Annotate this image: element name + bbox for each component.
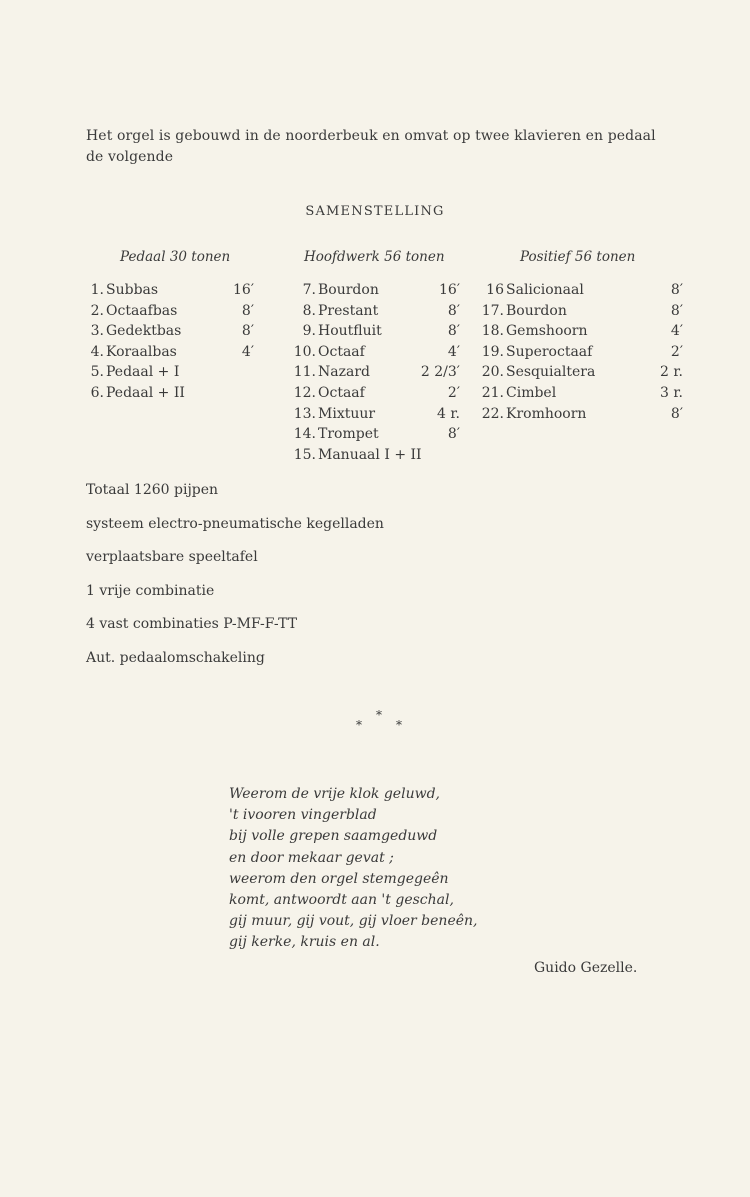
register-number: 2.: [90, 302, 104, 319]
section-heading: SAMENSTELLING: [305, 204, 445, 219]
register-number: 12.: [293, 384, 316, 401]
register-pitch: 8′: [447, 323, 460, 340]
register-name: Octaafbas: [106, 302, 178, 319]
register-name: Manuaal I + II: [318, 446, 422, 463]
register-number: 15.: [293, 446, 316, 463]
note-line: 1 vrije combinatie: [86, 582, 215, 599]
register-pitch: 8′: [241, 302, 254, 319]
note-line: verplaatsbare speeltafel: [86, 549, 258, 565]
register-column-positief: [481, 282, 683, 426]
register-name: Houtfluit: [318, 323, 382, 340]
register-pitch: 2 r.: [660, 364, 683, 381]
register-name: Salicionaal: [506, 282, 584, 298]
register-name: Sesquialtera: [506, 364, 596, 381]
register-row: [481, 364, 683, 385]
register-row: [84, 303, 254, 324]
register-row: [84, 344, 254, 365]
poem-line: en door mekaar gevat ;: [229, 849, 394, 866]
poem: [229, 784, 477, 954]
asterisk: *: [356, 718, 362, 732]
register-row: [84, 364, 254, 385]
poem-line: komt, antwoordt aan 't geschal,: [229, 892, 454, 909]
register-row: [293, 364, 460, 385]
register-pitch: 2 2/3′: [420, 364, 460, 381]
register-name: Cimbel: [506, 384, 557, 401]
register-number: 1.: [90, 282, 104, 298]
register-name: Superoctaaf: [506, 343, 593, 360]
register-pitch: 16′: [233, 282, 254, 298]
register-number: 4.: [90, 343, 104, 360]
register-number: 7.: [302, 282, 316, 298]
poem-line: gij kerke, kruis en al.: [229, 934, 380, 951]
register-number: 10.: [293, 343, 316, 360]
register-pitch: 8′: [670, 282, 683, 298]
register-pitch: 8′: [670, 302, 683, 319]
register-name: Bourdon: [506, 302, 567, 319]
register-pitch: 4 r.: [437, 405, 460, 422]
register-pitch: 4′: [447, 343, 460, 360]
asterisk: *: [396, 718, 402, 732]
note-line: systeem electro-pneumatische kegelladen: [86, 515, 384, 532]
register-pitch: 8′: [670, 405, 683, 422]
column-title-hoofdwerk: Hoofdwerk 56 tonen: [304, 249, 445, 265]
register-pitch: 2′: [447, 384, 460, 401]
register-number: 18.: [481, 323, 504, 340]
register-name: Prestant: [318, 302, 379, 319]
register-pitch: 16′: [439, 282, 460, 298]
register-number: 3.: [90, 323, 104, 340]
register-column-pedaal: [84, 282, 254, 406]
register-number: 21.: [481, 384, 504, 401]
register-name: Pedaal + II: [106, 384, 185, 401]
poem-author: Guido Gezelle.: [534, 960, 638, 976]
register-row: [296, 303, 460, 324]
register-row: [84, 323, 254, 344]
register-name: Koraalbas: [106, 343, 177, 360]
poem-line: weerom den orgel stemgegeên: [229, 870, 449, 887]
register-name: Gemshoorn: [506, 323, 588, 340]
specification-notes: [86, 482, 384, 683]
register-name: Subbas: [106, 282, 159, 298]
asterisk: *: [376, 708, 382, 722]
register-name: Trompet: [318, 426, 379, 443]
register-number: 9.: [302, 323, 316, 340]
note-line: Aut. pedaalomschakeling: [86, 649, 265, 666]
register-row: [296, 282, 460, 303]
register-row: [84, 385, 254, 406]
note-line: Totaal 1260 pijpen: [86, 482, 219, 498]
poem-line: 't ivooren vingerblad: [229, 807, 377, 824]
register-pitch: 8′: [447, 426, 460, 443]
column-title-positief: Positief 56 tonen: [520, 249, 636, 265]
register-row: [293, 405, 460, 427]
register-row: [84, 282, 254, 303]
register-number: 22.: [481, 405, 504, 422]
register-row: [293, 426, 460, 447]
register-pitch: 4′: [670, 323, 683, 340]
register-row: [481, 384, 683, 406]
register-row: [296, 323, 460, 344]
register-name: Octaaf: [318, 384, 365, 401]
register-row: [293, 446, 460, 468]
register-row: [481, 343, 683, 365]
register-number: 19.: [481, 343, 504, 360]
register-number: 11.: [293, 364, 316, 381]
intro-line: Het orgel is gebouwd in de noorderbeuk en omvat op twee klavieren en pedaal: [86, 128, 656, 144]
poem-line: Weerom de vrije klok geluwd,: [229, 786, 440, 802]
register-number: 5.: [90, 364, 104, 381]
register-row: [293, 384, 460, 406]
register-number: 8.: [302, 302, 316, 319]
register-name: Bourdon: [318, 282, 379, 298]
register-row: [481, 323, 683, 344]
register-number: 20.: [481, 364, 504, 381]
register-name: Kromhoorn: [506, 405, 587, 422]
register-name: Pedaal + I: [106, 364, 180, 381]
intro-line: de volgende: [86, 149, 174, 165]
register-column-hoofdwerk: [293, 282, 460, 467]
register-number: 16: [486, 282, 504, 298]
register-pitch: 3 r.: [660, 384, 683, 401]
register-row: [484, 282, 683, 303]
register-number: 6.: [90, 384, 104, 401]
intro-paragraph: [86, 126, 686, 168]
asterism-separator: [350, 708, 410, 732]
register-name: Gedektbas: [106, 323, 182, 340]
register-name: Octaaf: [318, 343, 365, 360]
poem-line: gij muur, gij vout, gij vloer beneên,: [229, 913, 478, 930]
register-name: Nazard: [318, 364, 370, 381]
register-pitch: 8′: [447, 302, 460, 319]
register-number: 14.: [293, 426, 316, 443]
register-number: 17.: [481, 302, 504, 319]
register-name: Mixtuur: [318, 405, 376, 422]
register-row: [481, 405, 683, 427]
register-pitch: 4′: [241, 343, 254, 360]
column-title-pedaal: Pedaal 30 tonen: [120, 249, 231, 265]
poem-line: bij volle grepen saamgeduwd: [229, 828, 438, 845]
register-number: 13.: [293, 405, 316, 422]
register-row: [481, 302, 683, 324]
register-row: [293, 343, 460, 365]
register-pitch: 2′: [670, 343, 683, 360]
note-line: 4 vast combinaties P-MF-F-TT: [86, 616, 298, 632]
register-pitch: 8′: [241, 323, 254, 340]
